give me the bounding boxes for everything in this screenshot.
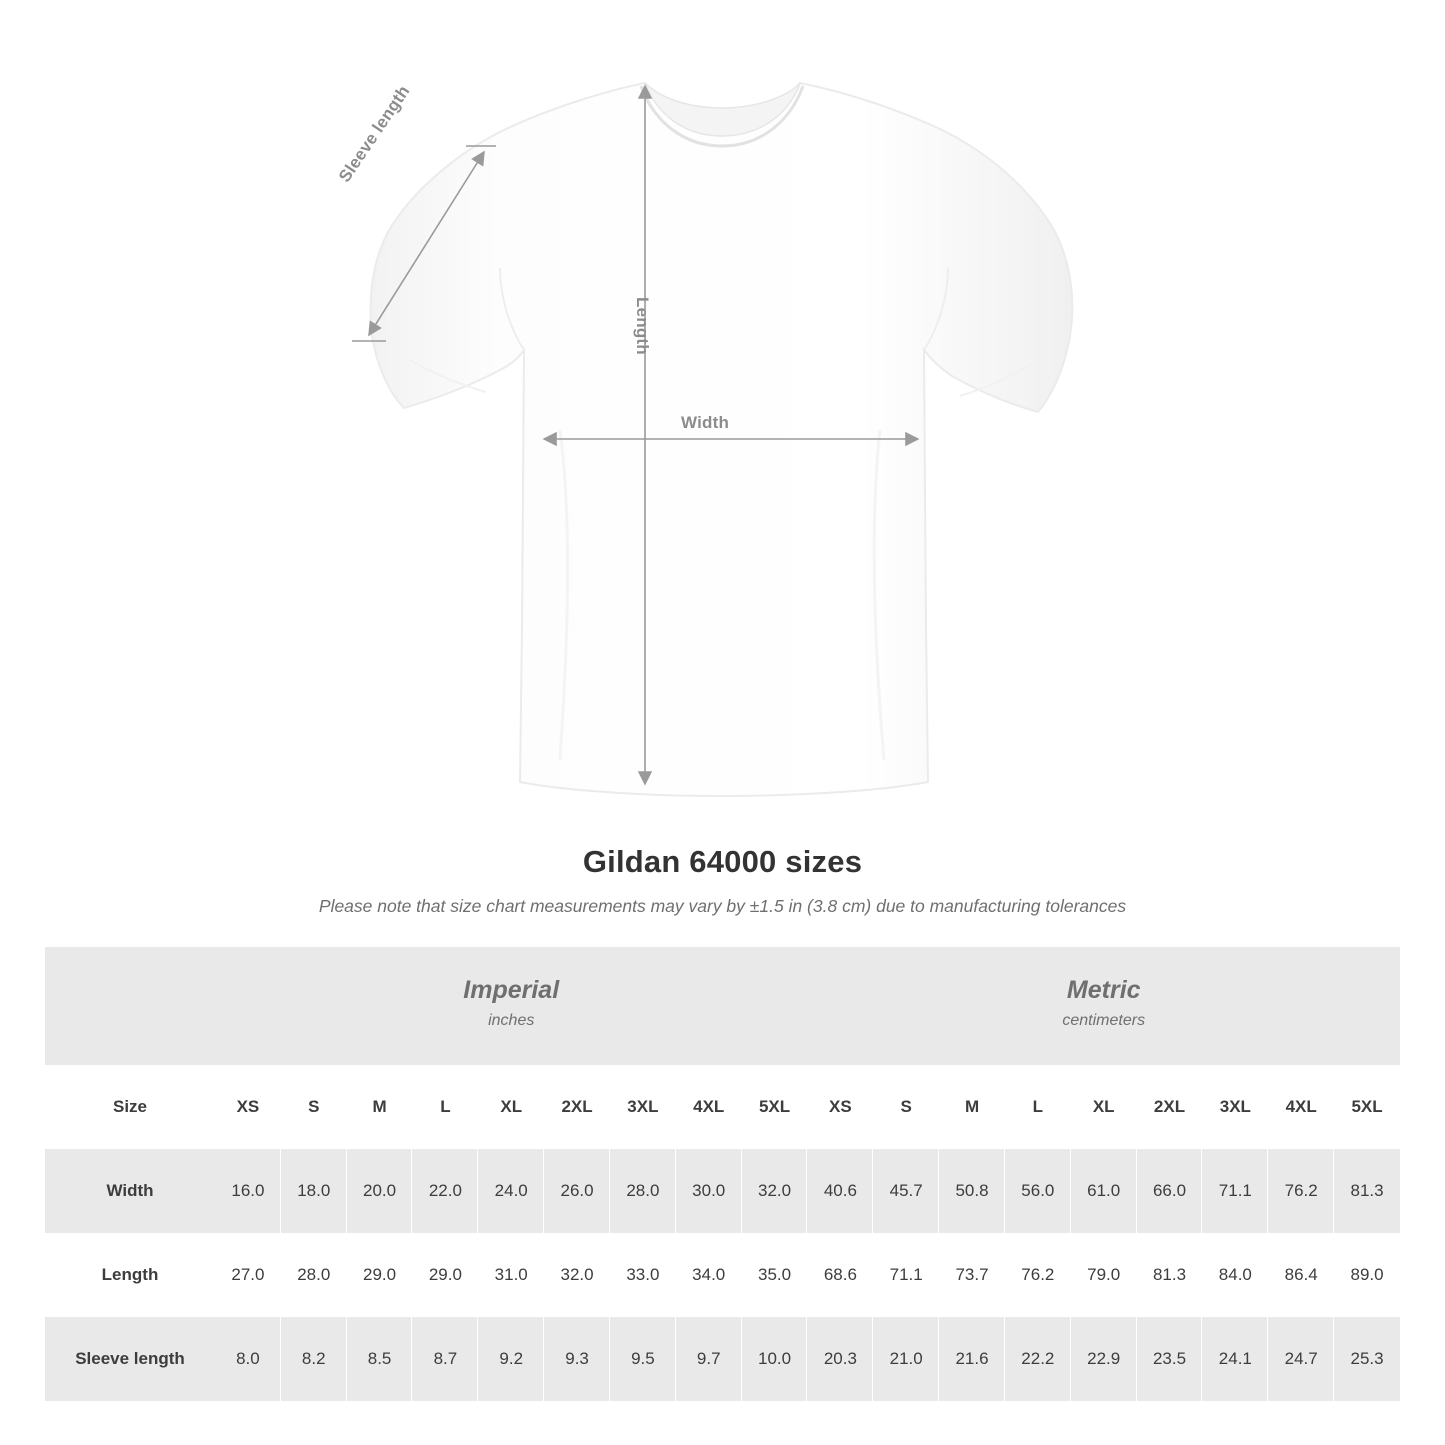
cell-sleeve-imperial-4xl: 9.7 [676, 1317, 742, 1401]
cell-width-metric-xs: 40.6 [807, 1149, 873, 1233]
cell-sleeve-imperial-2xl: 9.3 [544, 1317, 610, 1401]
cell-length-metric-2xl: 81.3 [1137, 1233, 1203, 1317]
length-label: Length [633, 297, 652, 355]
cell-length-imperial-s: 28.0 [281, 1233, 347, 1317]
size-col-metric-xl: XL [1071, 1065, 1137, 1149]
cell-width-imperial-2xl: 26.0 [544, 1149, 610, 1233]
cell-width-imperial-4xl: 30.0 [676, 1149, 742, 1233]
row-label-sleeve-length: Sleeve length [45, 1317, 215, 1401]
cell-width-metric-m: 50.8 [939, 1149, 1005, 1233]
cell-length-imperial-xl: 31.0 [478, 1233, 544, 1317]
cell-width-metric-3xl: 71.1 [1202, 1149, 1268, 1233]
unit-name-imperial: Imperial [463, 976, 560, 1005]
size-col-metric-2xl: 2XL [1137, 1065, 1203, 1149]
cell-width-imperial-m: 20.0 [347, 1149, 413, 1233]
cell-width-metric-5xl: 81.3 [1334, 1149, 1400, 1233]
cell-length-imperial-m: 29.0 [347, 1233, 413, 1317]
cell-width-imperial-l: 22.0 [412, 1149, 478, 1233]
cell-length-metric-3xl: 84.0 [1202, 1233, 1268, 1317]
cell-sleeve-metric-xl: 22.9 [1071, 1317, 1137, 1401]
cell-width-metric-xl: 61.0 [1071, 1149, 1137, 1233]
sleeve-length-label: Sleeve length [335, 81, 414, 186]
cell-length-imperial-3xl: 33.0 [610, 1233, 676, 1317]
unit-name-metric: Metric [1066, 976, 1141, 1005]
cell-sleeve-imperial-m: 8.5 [347, 1317, 413, 1401]
unit-sub-imperial: inches [488, 1012, 535, 1030]
size-col-imperial-4xl: 4XL [676, 1065, 742, 1149]
size-header-row [45, 1065, 1400, 1149]
cell-length-metric-s: 71.1 [873, 1233, 939, 1317]
size-col-metric-4xl: 4XL [1268, 1065, 1334, 1149]
cell-length-imperial-5xl: 35.0 [742, 1233, 808, 1317]
size-col-metric-m: M [939, 1065, 1005, 1149]
cell-length-metric-5xl: 89.0 [1334, 1233, 1400, 1317]
cell-length-metric-m: 73.7 [939, 1233, 1005, 1317]
cell-length-metric-4xl: 86.4 [1268, 1233, 1334, 1317]
cell-sleeve-metric-s: 21.0 [873, 1317, 939, 1401]
size-col-imperial-s: S [281, 1065, 347, 1149]
size-col-imperial-5xl: 5XL [742, 1065, 808, 1149]
cell-length-imperial-4xl: 34.0 [676, 1233, 742, 1317]
cell-sleeve-metric-2xl: 23.5 [1137, 1317, 1203, 1401]
row-label-length: Length [45, 1233, 215, 1317]
cell-sleeve-imperial-xl: 9.2 [478, 1317, 544, 1401]
cell-sleeve-imperial-l: 8.7 [412, 1317, 478, 1401]
size-chart-table [45, 947, 1400, 1401]
unit-sub-metric: centimeters [1062, 1012, 1146, 1030]
size-col-metric-3xl: 3XL [1202, 1065, 1268, 1149]
size-header-label: Size [45, 1065, 215, 1149]
table-row-length [45, 1233, 1400, 1317]
cell-sleeve-imperial-3xl: 9.5 [610, 1317, 676, 1401]
size-col-imperial-l: L [412, 1065, 478, 1149]
table-row-sleeve-length [45, 1317, 1400, 1401]
cell-sleeve-metric-5xl: 25.3 [1334, 1317, 1400, 1401]
cell-sleeve-imperial-xs: 8.0 [215, 1317, 281, 1401]
size-col-metric-l: L [1005, 1065, 1071, 1149]
cell-sleeve-metric-xs: 20.3 [807, 1317, 873, 1401]
cell-width-metric-2xl: 66.0 [1137, 1149, 1203, 1233]
cell-length-imperial-l: 29.0 [412, 1233, 478, 1317]
cell-length-imperial-2xl: 32.0 [544, 1233, 610, 1317]
tolerance-note: Please note that size chart measurements may vary by ±1.5 in (3.8 cm) due to manufacturing tolerances [318, 896, 1127, 916]
cell-width-imperial-3xl: 28.0 [610, 1149, 676, 1233]
cell-sleeve-imperial-5xl: 10.0 [742, 1317, 808, 1401]
cell-width-metric-4xl: 76.2 [1268, 1149, 1334, 1233]
size-col-metric-xs: XS [807, 1065, 873, 1149]
unit-header-row [45, 947, 1400, 1065]
width-label: Width [681, 413, 730, 432]
table-row-width [45, 1149, 1400, 1233]
cell-sleeve-imperial-s: 8.2 [281, 1317, 347, 1401]
size-col-imperial-3xl: 3XL [610, 1065, 676, 1149]
size-col-metric-5xl: 5XL [1334, 1065, 1400, 1149]
cell-sleeve-metric-l: 22.2 [1005, 1317, 1071, 1401]
cell-width-imperial-xs: 16.0 [215, 1149, 281, 1233]
cell-width-metric-s: 45.7 [873, 1149, 939, 1233]
unit-header-metric [807, 947, 1400, 1065]
cell-length-metric-l: 76.2 [1005, 1233, 1071, 1317]
cell-sleeve-metric-3xl: 24.1 [1202, 1317, 1268, 1401]
cell-width-imperial-xl: 24.0 [478, 1149, 544, 1233]
cell-length-metric-xl: 79.0 [1071, 1233, 1137, 1317]
cell-sleeve-metric-m: 21.6 [939, 1317, 1005, 1401]
size-col-imperial-xl: XL [478, 1065, 544, 1149]
size-col-imperial-2xl: 2XL [544, 1065, 610, 1149]
unit-header-imperial [215, 947, 807, 1065]
cell-width-metric-l: 56.0 [1005, 1149, 1071, 1233]
cell-sleeve-metric-4xl: 24.7 [1268, 1317, 1334, 1401]
cell-width-imperial-5xl: 32.0 [742, 1149, 808, 1233]
cell-width-imperial-s: 18.0 [281, 1149, 347, 1233]
size-col-metric-s: S [873, 1065, 939, 1149]
cell-length-metric-xs: 68.6 [807, 1233, 873, 1317]
row-label-width: Width [45, 1149, 215, 1233]
unit-header-spacer [45, 947, 215, 1065]
size-col-imperial-xs: XS [215, 1065, 281, 1149]
cell-length-imperial-xs: 27.0 [215, 1233, 281, 1317]
size-col-imperial-m: M [347, 1065, 413, 1149]
page-title: Gildan 64000 sizes [582, 844, 863, 879]
